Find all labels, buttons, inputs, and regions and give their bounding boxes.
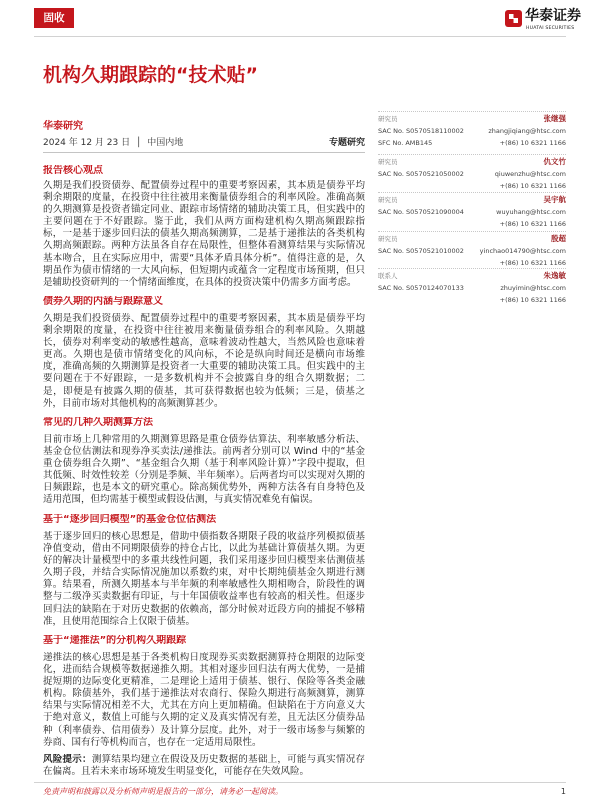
analyst-email: wuyuhang@htsc.com bbox=[496, 208, 566, 216]
report-title: 机构久期跟踪的“技术贴” bbox=[43, 64, 258, 86]
section-heading-stepwise-regression: 基于“逐步回归模型”的基金仓位估测法 bbox=[43, 514, 217, 525]
analyst-card bbox=[378, 231, 566, 269]
analyst-role: 研究员 bbox=[378, 158, 398, 166]
analyst-name: 殷超 bbox=[551, 234, 566, 243]
analyst-phone: +(86) 10 6321 1166 bbox=[499, 259, 566, 267]
analyst-phone: +(86) 10 6321 1166 bbox=[499, 220, 566, 228]
analyst-sac-number: SAC No. S0570521090004 bbox=[378, 208, 464, 216]
huatai-logo-icon bbox=[505, 10, 522, 27]
report-region: 中国内地 bbox=[147, 138, 184, 148]
risk-warning bbox=[43, 754, 365, 779]
section-body-duration-meaning: 久期是我们投资债券、配置债券过程中的重要考察因素，其本质是债券平均剩余期限的度量，在投资中往往被用来衡量债券组合的利率风险。久期越长，债券对利率变动的敏感性越高，意味着波动性越大，当然风险也意味着更高。久期也是债市情绪变化的风向标，不论是纵向时间还是横向市场维度，准确高频的久期测算是投资者一大重要的辅助决策工具。但实践中的主要问题在于不好跟踪，一是多数机构并不会披露自身的组合久期数据；二是，即便是有披露久期的债基，其可获得数据也较为低频；三是，债基之外，目前市场对其他机构的高频测算甚少。 bbox=[43, 313, 365, 409]
meta-separator: │ bbox=[136, 138, 142, 148]
contact-role: 联系人 bbox=[378, 272, 398, 280]
meta-divider bbox=[43, 152, 365, 153]
analyst-card bbox=[378, 111, 566, 149]
analyst-sac-number: SAC No. S0570518110002 bbox=[378, 127, 464, 135]
contact-sac-number: SAC No. S0570124070133 bbox=[378, 284, 464, 292]
category-tab: 固收 bbox=[34, 8, 74, 28]
analyst-phone: +(86) 10 6321 1166 bbox=[499, 139, 566, 147]
contact-email: zhuyimin@htsc.com bbox=[500, 284, 566, 292]
research-org: 华泰研究 bbox=[43, 121, 83, 132]
analyst-email: qiuwenzhu@htsc.com bbox=[494, 170, 566, 178]
analyst-name: 吴宇航 bbox=[543, 195, 566, 204]
footer-disclaimer: 免责声明和披露以及分析师声明是报告的一部分，请务必一起阅读。 bbox=[43, 787, 283, 796]
report-date: 2024 年 12 月 23 日 bbox=[43, 138, 131, 148]
section-heading-methods: 常见的几种久期测算方法 bbox=[43, 417, 153, 428]
analyst-name: 张继强 bbox=[543, 114, 566, 123]
date-row bbox=[43, 137, 365, 149]
analyst-phone: +(86) 10 6321 1166 bbox=[499, 182, 566, 190]
page-number: 1 bbox=[560, 787, 566, 796]
analyst-email: yinchao014790@htsc.com bbox=[479, 247, 566, 255]
section-heading-duration-meaning: 债券久期的内涵与跟踪意义 bbox=[43, 296, 163, 307]
footer-divider bbox=[34, 782, 566, 783]
date-region bbox=[43, 137, 186, 149]
logo-subtitle: HUATAI SECURITIES bbox=[526, 26, 575, 31]
analyst-sac-number: SAC No. S0570521010002 bbox=[378, 247, 464, 255]
risk-warning-text: 测算结果均建立在假设及历史数据的基础上，可能与真实情况存在偏离。且若未来市场环境发生明显变化，可能存在失效风险。 bbox=[43, 754, 365, 778]
section-body-methods: 目前市场上几种常用的久期测算思路是重仓债券估算法、利率敏感分析法、基金仓位估测法和现券净买卖法/递推法。前两者分别可以 Wind 中的“基金重仓债券组合久期”、“基金组合久期（基于利率风险计算）”字段中提取，但其低频、时效性较差（分别是季频、半年频率）。后两者均可以实现对久期的日频跟踪，也是本文的研究重心。除高频优势外，两种方法各有自身特色及适用范围，但均需基于模型或假设估测，与真实情况难免有偏误。 bbox=[43, 434, 365, 506]
analyst-role: 研究员 bbox=[378, 235, 398, 243]
section-body-recursive-method: 递推法的核心思想是基于各类机构日度现券买卖数据测算持仓期限的边际变化，进而结合规模等数据递推久期。其相对逐步回归法有两大优势，一是捕捉短期的边际变化更精准，二是理论上适用于债基、银行、保险等各类金融机构。除债基外，我们基于递推法对农商行、保险久期进行高频测算，测算结果与实际情况相差不大，尤其在方向上更加精确。但缺陷在于方向意义大于绝对意义，数值上可能与久期的定义及真实情况有差，且无法区分债券品种（利率债券、信用债券）及计算分层度。此外，对于一级市场参与频繁的券商、国有行等机构而言，也存在一定适用局限性。 bbox=[43, 652, 365, 748]
analyst-card bbox=[378, 154, 566, 192]
report-type: 专题研究 bbox=[328, 138, 365, 148]
analyst-sac-number: SAC No. S0570521050002 bbox=[378, 170, 464, 178]
contact-card bbox=[378, 268, 566, 306]
header-divider bbox=[34, 36, 566, 37]
analyst-card bbox=[378, 192, 566, 230]
logo-name: 华泰证券 bbox=[525, 8, 581, 24]
contact-phone: +(86) 10 6321 1166 bbox=[499, 296, 566, 304]
section-body-stepwise-regression: 基于逐步回归的核心思想是，借助中债指数各期限子段的收益序列模拟债基净值变动，借由不同期限债券的持仓占比，以此为基础计算债基久期。为更好的解决计量模型中的多重共线性问题，我们采用逐步回归模型来估测债基久期子段，并结合实际情况施加以系数约束，对中长期纯债基金久期进行测算。结果看，所测久期基本与半年频的利率敏感性久期相吻合，阶段性的调整与二级净买卖数据有印证，与十年国债收益率也有较高的相关性。但逐步回归法的缺陷在于对历史数据的依赖高，部分时候对近段方向的捕捉不够精准，且使用范围综合上仅限于债基。 bbox=[43, 531, 365, 627]
analyst-role: 研究员 bbox=[378, 115, 398, 123]
contact-name: 朱逸敏 bbox=[543, 271, 566, 280]
risk-warning-label: 风险提示： bbox=[43, 754, 92, 765]
section-body-core-views: 久期是我们投资债券、配置债券过程中的重要考察因素，其本质是债券平均剩余期限的度量，在投资中往往被用来衡量债券组合的利率风险。准确高频的久期测算是投资者锚定同业、跟踪市场情绪的辅助决策工具，但实践中的主要问题在于不好跟踪。鉴于此，我们从两方面构建机构久期高频跟踪指标，一是基于逐步回归法的债基久期高频测算，二是基于递推法的各类机构久期高频跟踪。两种方法虽各自存在局限性，但整体看测算结果与实际情况基本吻合，且在实际应用中，需要“具体矛盾具体分析”。值得注意的是，久期虽作为债市情绪的一大风向标，但短期内或蕴含一定程度市场预期，但只是辅助投资研判的一个情绪面维度，在具体的投资决策中仍需多方面考虑。 bbox=[43, 180, 365, 288]
section-heading-recursive-method: 基于“递推法”的分机构久期跟踪 bbox=[43, 635, 187, 646]
analyst-name: 仇文竹 bbox=[543, 157, 566, 166]
analyst-role: 研究员 bbox=[378, 196, 398, 204]
analyst-email: zhangjiqiang@htsc.com bbox=[488, 127, 566, 135]
section-heading-core-views: 报告核心观点 bbox=[43, 165, 103, 176]
analyst-sfc-number: SFC No. AMB145 bbox=[378, 139, 433, 147]
